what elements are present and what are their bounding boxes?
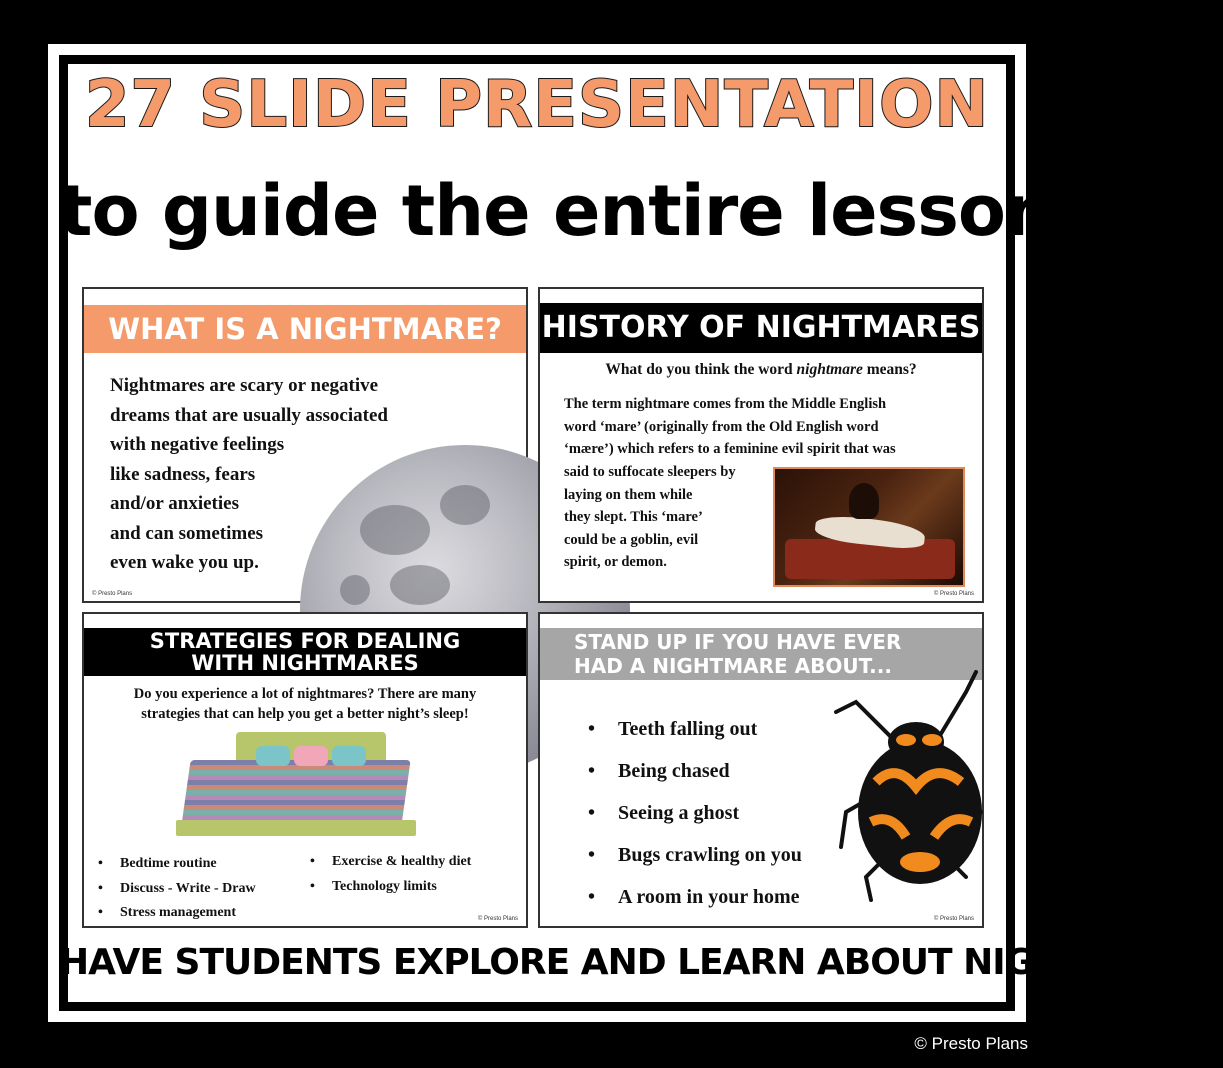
list-item: • Bedtime routine	[98, 852, 256, 877]
slide-title: STAND UP IF YOU HAVE EVER HAD A NIGHTMARE ABOUT...	[540, 628, 982, 680]
slide-question: What do you think the word nightmare means?	[605, 361, 917, 378]
slide-footer: © Presto Plans	[477, 916, 518, 922]
list-item: • Discuss - Write - Draw	[98, 877, 256, 902]
slide-title: STRATEGIES FOR DEALING WITH NIGHTMARES	[84, 628, 526, 676]
slide-footer: © Presto Plans	[933, 591, 974, 597]
slide-body-continued: said to suffocate sleepers by laying on them while they slept. This ‘mare’ could be a goblin, evil spirit, or demon.	[564, 464, 736, 570]
list-item: • Teeth falling out	[588, 708, 802, 750]
bed-image	[176, 732, 416, 842]
nightmare-topic-list	[588, 708, 802, 918]
list-item: • Bugs crawling on you	[588, 834, 802, 876]
slide-body: Nightmares are scary or negative dreams that are usually associated with negative feelings like sadness, fears and/or anxieties and can sometimes even wake you up.	[110, 375, 388, 573]
slide-title: WHAT IS A NIGHTMARE?	[84, 305, 526, 353]
beetle-image	[836, 662, 986, 902]
strategy-list-right	[310, 850, 471, 899]
list-item: • Being chased	[588, 750, 802, 792]
slide-footer: © Presto Plans	[933, 916, 974, 922]
slide-title: HISTORY OF NIGHTMARES	[540, 303, 982, 353]
headline-title: 27 SLIDE PRESENTATION	[84, 68, 990, 142]
list-item: • Exercise & healthy diet	[310, 850, 471, 875]
copyright: © Presto Plans	[914, 1034, 1028, 1053]
tagline: HAVE STUDENTS EXPLORE AND LEARN ABOUT NIGHTMARES	[59, 942, 1223, 983]
headline-subtitle: to guide the entire lesson	[59, 170, 1054, 252]
list-item: • Technology limits	[310, 875, 471, 900]
list-item: • A room in your home	[588, 876, 802, 918]
strategy-list-left	[98, 852, 256, 926]
slide-strategies	[82, 612, 528, 928]
nightmare-painting-image	[773, 467, 965, 587]
slide-history-of-nightmares	[538, 287, 984, 603]
list-item: • Stress management	[98, 901, 256, 926]
list-item: • Seeing a ghost	[588, 792, 802, 834]
slide-intro: Do you experience a lot of nightmares? There are many strategies that can help you get a better night’s sleep!	[133, 686, 477, 722]
slide-body: The term nightmare comes from the Middle English word ‘mare’ (originally from the Old English word ‘mære’) which refers to a feminine evil spirit that was	[564, 396, 896, 457]
slide-what-is-nightmare	[82, 287, 528, 603]
slide-stand-up	[538, 612, 984, 928]
slide-footer: © Presto Plans	[92, 591, 133, 597]
